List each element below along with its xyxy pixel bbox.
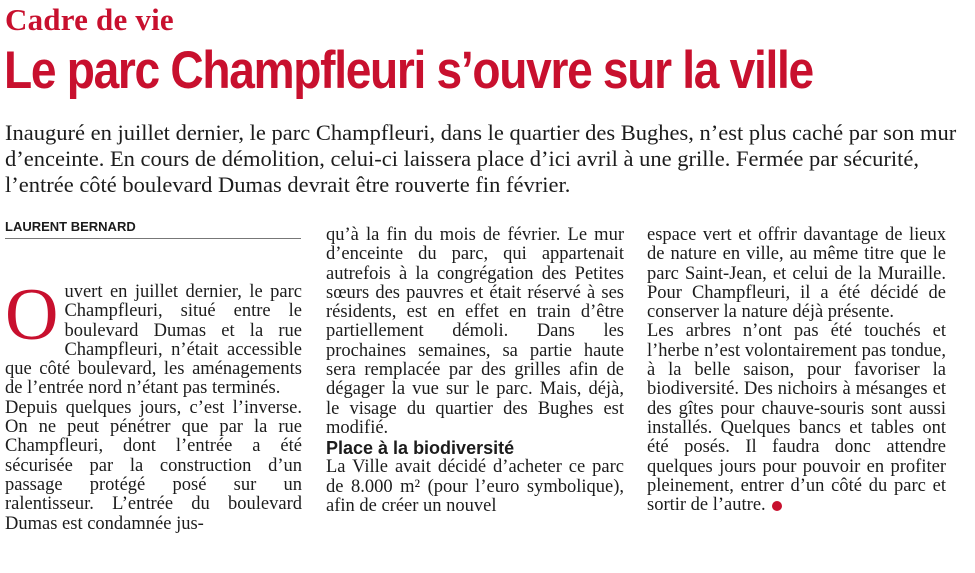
byline: LAURENT BERNARD	[5, 219, 301, 239]
column-2: qu’à la fin du mois de février. Le mur d’enceinte du parc, qui appartenait autrefois à la congrégation des Petites sœurs des pauvres et était réservé à ses résidents, est en effet en train d’être partiellement démoli. Dans les prochaines semaines, sa partie haute sera remplacée par des grilles afin de dégager la vue sur le parc. Mais, déjà, le visage du quartier des Bughes est modifié. Place à la biodiversité La Ville avait décidé d’acheter ce parc de 8.000 m² (pour l’euro symbolique), afin de créer un nouvel	[326, 225, 624, 516]
lead-paragraph: Inauguré en juillet dernier, le parc Champfleuri, dans le quartier des Bughes, n’est plus caché par son mur d’enceinte. En cours de démolition, celui-ci laissera place d’ici avril à une grille. Fermée par sécurité, l’entrée côté boulevard Dumas devrait être rouverte fin février.	[5, 120, 957, 197]
end-mark-icon	[772, 501, 782, 511]
column-1: Ouvert en juillet dernier, le parc Champfleuri, situé entre le boulevard Dumas et la rue Champfleuri, n’était accessible que côté boulevard, les aménagements de l’entrée nord n’étant pas terminés. Depuis quelques jours, c’est l’inverse. On ne peut pénétrer que par la rue Champfleuri, dont l’entrée a été sécurisée par la construction d’un passage protégé posé sur un ralentisseur. L’entrée du boulevard Dumas est condamnée jus-	[5, 274, 302, 534]
subhead: Place à la biodiversité	[326, 438, 515, 459]
column-3: espace vert et offrir davantage de lieux de nature en ville, au même titre que le parc Saint-Jean, et celui de la Muraille. Pour Champfleuri, il a été décidé de conserver la nature déjà présente. Les arbres n’ont pas été touchés et l’herbe n’est volontairement pas tondue, à la belle saison, pour favoriser la biodiversité. Des nichoirs à mésanges et des gîtes pour chauve-souris sont aussi installés. Quelques bancs et tables ont été posés. Il faudra donc attendre quelques jours pour pouvoir en profiter pleinement, entrer d’un côté du parc et sortir de l’autre.	[647, 225, 946, 516]
rubric: Cadre de vie	[5, 2, 174, 37]
headline: Le parc Champfleuri s’ouvre sur la ville	[4, 41, 813, 100]
dropcap: O	[5, 274, 59, 356]
